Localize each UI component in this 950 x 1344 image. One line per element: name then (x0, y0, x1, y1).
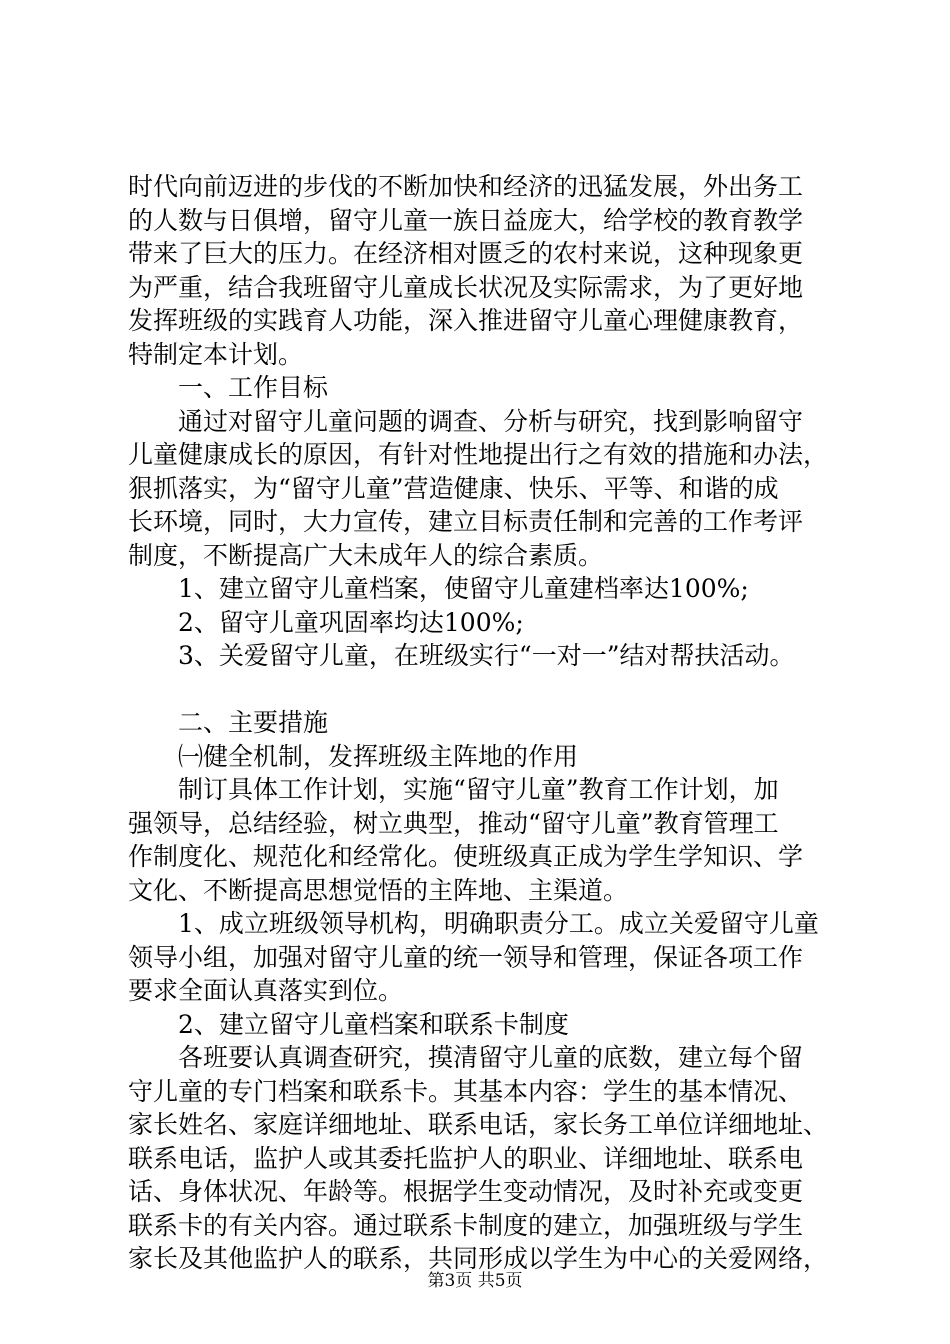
body-line: 联系电话，监护人或其委托监护人的职业、详细地址、联系电 (128, 1143, 804, 1173)
body-line: 通过对留守儿童问题的调查、分析与研究，找到影响留守 (178, 406, 804, 436)
body-line: 联系卡的有关内容。通过联系卡制度的建立，加强班级与学生 (128, 1210, 804, 1240)
body-line: 制订具体工作计划，实施“留守儿童”教育工作计划，加 (178, 775, 779, 804)
list-item: 1、成立班级领导机构，明确职责分工。成立关爱留守儿童 (178, 909, 819, 938)
subsection-heading: ㈠健全机制，发挥班级主阵地的作用 (178, 741, 579, 771)
body-line: 儿童健康成长的原因，有针对性地提出行之有效的措施和办法， (128, 440, 829, 469)
list-item: 3、关爱留守儿童，在班级实行“一对一”结对帮扶活动。 (178, 641, 795, 670)
body-line: 狠抓落实，为“留守儿童”营造健康、快乐、平等、和谐的成 (128, 473, 779, 503)
body-line: 特制定本计划。 (128, 339, 304, 369)
body-line: 强领导，总结经验，树立典型，推动“留守儿童”教育管理工 (128, 808, 779, 838)
list-item: 2、建立留守儿童档案和联系卡制度 (178, 1009, 569, 1039)
body-line: 发挥班级的实践育人功能，深入推进留守儿童心理健康教育， (128, 306, 804, 335)
page-number-footer: 第3页 共5页 (427, 1271, 523, 1291)
body-line: 为严重，结合我班留守儿童成长状况及实际需求，为了更好地 (128, 272, 804, 302)
body-line: 各班要认真调查研究，摸清留守儿童的底数，建立每个留 (178, 1043, 804, 1072)
body-line: 家长姓名、家庭详细地址、联系电话，家长务工单位详细地址、 (128, 1110, 829, 1139)
body-line: 时代向前迈进的步伐的不断加快和经济的迅猛发展，外出务工 (128, 172, 804, 201)
section-heading: 二、主要措施 (178, 708, 329, 737)
body-line: 带来了巨大的压力。在经济相对匮乏的农村来说，这种现象更 (128, 239, 804, 268)
body-line: 领导小组，加强对留守儿童的统一领导和管理，保证各项工作 (128, 942, 804, 972)
body-line: 的人数与日俱增，留守儿童一族日益庞大，给学校的教育教学 (128, 205, 804, 235)
body-line: 长环境，同时，大力宣传，建立目标责任制和完善的工作考评 (128, 507, 804, 536)
body-line: 文化、不断提高思想觉悟的主阵地、主渠道。 (128, 875, 629, 905)
list-item: 1、建立留守儿童档案，使留守儿童建档率达100%; (178, 574, 749, 603)
blank-line (128, 673, 840, 707)
list-item: 2、留守儿童巩固率均达100%; (178, 607, 524, 637)
body-line: 家长及其他监护人的联系，共同形成以学生为中心的关爱网络， (128, 1244, 829, 1273)
document-body (128, 170, 840, 1276)
body-line: 要求全面认真落实到位。 (128, 976, 404, 1005)
body-line: 话、身体状况、年龄等。根据学生变动情况，及时补充或变更 (128, 1177, 804, 1206)
body-line: 作制度化、规范化和经常化。使班级真正成为学生学知识、学 (128, 842, 804, 871)
body-line: 制度，不断提高广大未成年人的综合素质。 (128, 540, 604, 570)
section-heading: 一、工作目标 (178, 373, 329, 402)
body-line: 守儿童的专门档案和联系卡。其基本内容：学生的基本情况、 (128, 1076, 804, 1106)
